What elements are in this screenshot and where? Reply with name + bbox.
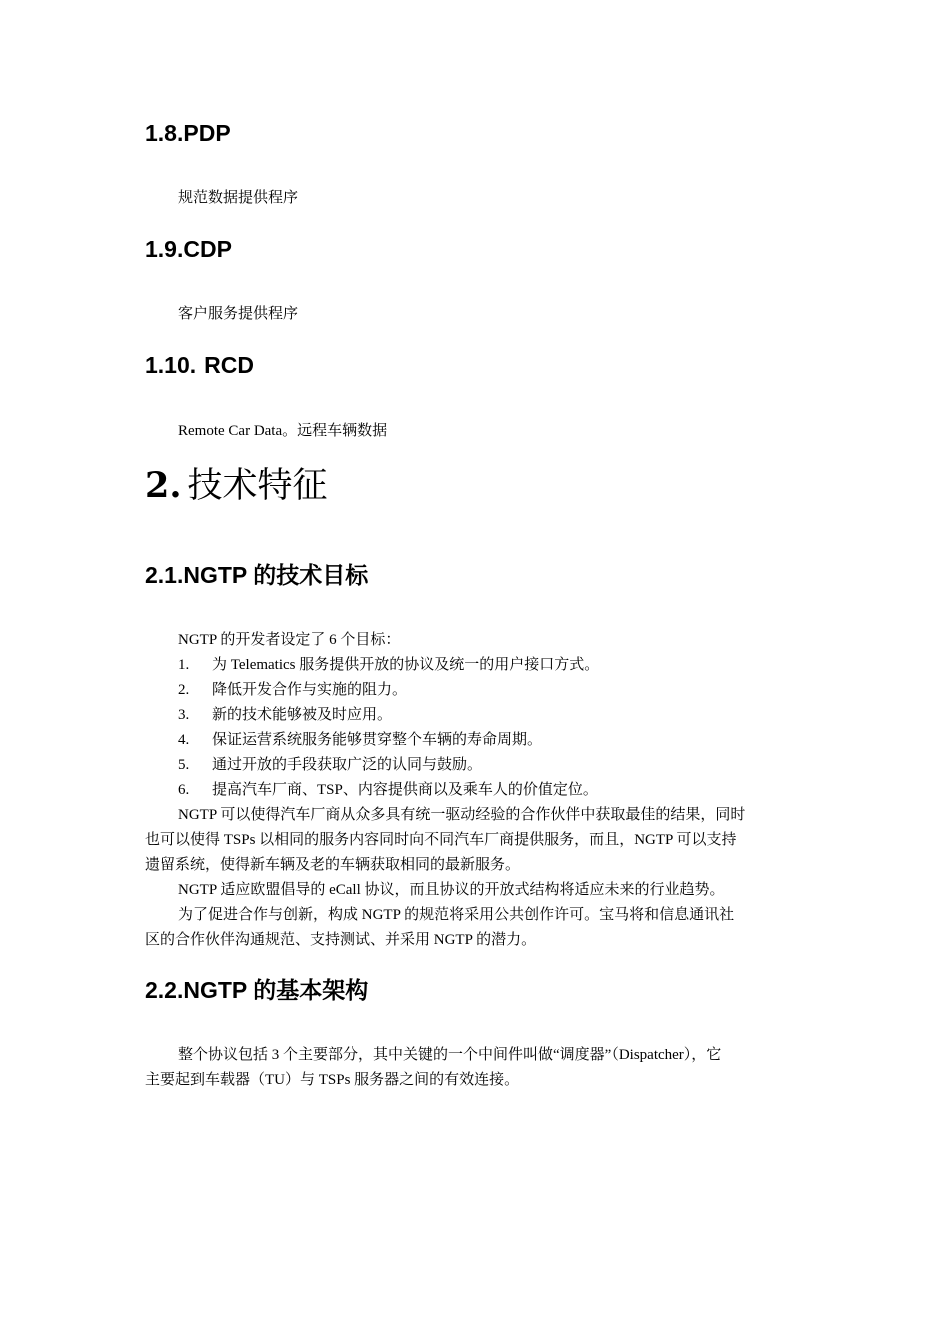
list-item-text: 保证运营系统服务能够贯穿整个车辆的寿命周期。 [212, 732, 543, 748]
list-item-text: 为 Telematics 服务提供开放的协议及统一的用户接口方式。 [212, 657, 600, 673]
heading-1-8 [145, 119, 231, 147]
chapter-title: 技术特征 [187, 466, 328, 506]
paragraph-line: 区的合作伙伴沟通规范、支持测试、并采用 NGTP 的潜力。 [145, 932, 537, 948]
paragraph-line: 为了促进合作与创新，构成 NGTP 的规范将采用公共创作许可。宝马将和信息通讯社 [178, 907, 735, 923]
heading-title: PDP [183, 120, 231, 146]
heading-2-2 [145, 976, 368, 1004]
list-item-number: 5. [178, 757, 190, 773]
list-item-text: 通过开放的手段获取广泛的认同与鼓励。 [212, 757, 483, 773]
paragraph-line: 遗留系统，使得新车辆及老的车辆获取相同的最新服务。 [145, 857, 521, 873]
list-item-number: 4. [178, 732, 190, 748]
heading-title: CDP [183, 236, 232, 262]
heading-1-9 [145, 235, 232, 263]
heading-2-1 [145, 561, 368, 589]
section-1-10-body: Remote Car Data。远程车辆数据 [178, 423, 388, 439]
paragraph-line: 主要起到车载器（TU）与 TSPs 服务器之间的有效连接。 [145, 1072, 520, 1088]
list-item-text: 降低开发合作与实施的阻力。 [212, 682, 408, 698]
list-item-number: 3. [178, 707, 190, 723]
list-item-text: 提高汽车厂商、TSP、内容提供商以及乘车人的价值定位。 [212, 782, 598, 798]
section-1-8-body: 规范数据提供程序 [178, 190, 299, 206]
heading-1-10 [145, 351, 254, 379]
list-item-number: 6. [178, 782, 190, 798]
list-item-number: 2. [178, 682, 190, 698]
heading-number: 2.1. [145, 562, 184, 588]
paragraph-line: 整个协议包括 3 个主要部分，其中关键的一个中间件叫做“调度器”（Dispatcher），它 [178, 1047, 722, 1063]
paragraph-line: 也可以使得 TSPs 以相同的服务内容同时向不同汽车厂商提供服务，而且，NGTP 可以支持 [145, 832, 737, 848]
section-1-9-body: 客户服务提供程序 [178, 306, 299, 322]
list-item [178, 656, 599, 675]
list-item [178, 681, 407, 700]
chapter-number: 2. [145, 465, 182, 506]
heading-number: 1.8. [145, 120, 184, 146]
chapter-2-heading [145, 465, 328, 507]
goals-intro: NGTP 的开发者设定了 6 个目标： [178, 632, 401, 648]
heading-title: NGTP 的基本架构 [183, 977, 369, 1003]
paragraph-line: NGTP 可以使得汽车厂商从众多具有统一驱动经验的合作伙伴中获取最佳的结果，同时 [178, 807, 746, 823]
heading-title: RCD [204, 352, 254, 378]
list-item-number: 1. [178, 657, 190, 673]
heading-number: 1.10. [145, 352, 197, 378]
list-item [178, 756, 482, 775]
heading-number: 1.9. [145, 236, 184, 262]
list-item [178, 731, 542, 750]
heading-number: 2.2. [145, 977, 184, 1003]
paragraph-line: NGTP 适应欧盟倡导的 eCall 协议，而且协议的开放式结构将适应未来的行业趋势。 [178, 882, 725, 898]
list-item [178, 706, 392, 725]
list-item-text: 新的技术能够被及时应用。 [212, 707, 393, 723]
list-item [178, 781, 598, 800]
heading-title: NGTP 的技术目标 [183, 562, 369, 588]
